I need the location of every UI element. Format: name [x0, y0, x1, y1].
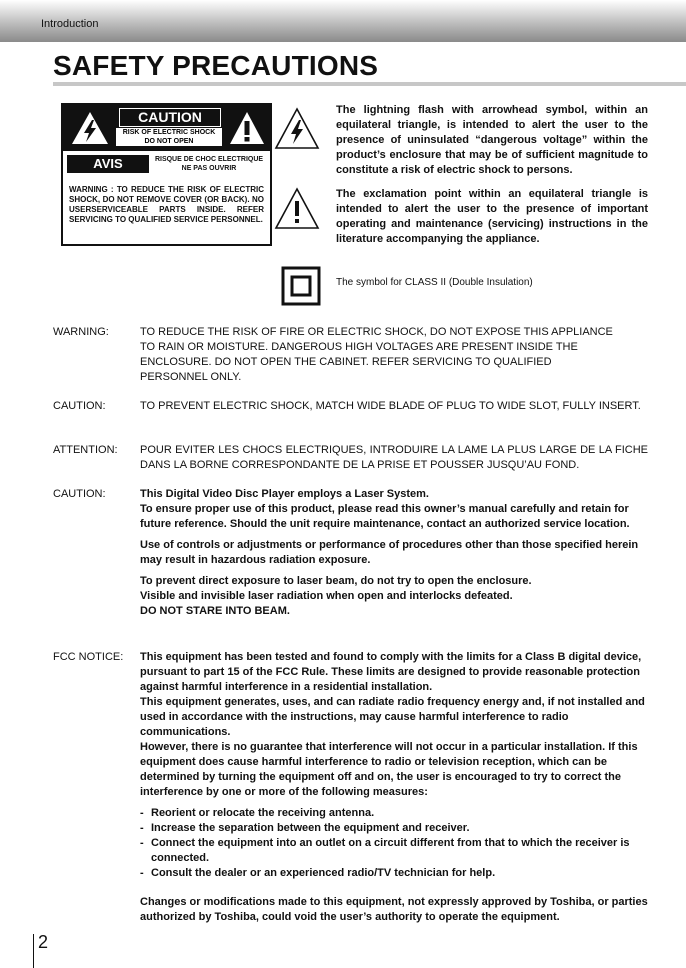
caution-plug-text: TO PREVENT ELECTRIC SHOCK, MATCH WIDE BLADE OF PLUG TO WIDE SLOT, FULLY INSERT.	[140, 400, 641, 412]
attention-label: ATTENTION:	[53, 444, 118, 456]
laser-intro: This Digital Video Disc Player employs a Laser System.	[140, 488, 429, 500]
warning-label: WARNING:	[53, 326, 109, 338]
lightning-symbol-text: The lightning flash with arrowhead symbol, within an equilateral triangle, is intended to alert the user to the presence of uninsulated “dangerous voltage” within the product’s enclosure that may be of sufficient magnitude to constitute a risk of electric shock to persons.	[336, 104, 648, 176]
exclamation-symbol-text: The exclamation point within an equilateral triangle is intended to alert the user to the presence of important operating and maintenance (servicing) instructions in the literature accompanying the appliance.	[336, 188, 648, 245]
list-item: - Connect the equipment into an outlet on a circuit different from that to which the receiver is connected.	[140, 836, 650, 866]
caution-laser-text	[140, 487, 645, 619]
class-ii-icon	[281, 266, 321, 306]
exclamation-triangle-icon	[228, 110, 266, 146]
attention-text: POUR EVITER LES CHOCS ELECTRIQUES, INTRODUIRE LA LAME LA PLUS LARGE DE LA FICHE DANS LA BORNE CORRESPONDANTE DE LA PRISE ET POUSSER JUSQU’AU FOND.	[140, 444, 648, 471]
avis-text: RISQUE DE CHOC ELECTRIQUE NE PAS OUVRIR	[154, 156, 264, 172]
laser-exposure-note: To prevent direct exposure to laser beam, do not try to open the enclosure.	[140, 575, 532, 587]
caution-label-header	[63, 105, 270, 151]
section-label: Introduction	[41, 18, 99, 30]
class-ii-text: The symbol for CLASS II (Double Insulation)	[336, 277, 533, 288]
fcc-label: FCC NOTICE:	[53, 651, 124, 663]
fcc-radiation: This equipment generates, uses, and can radiate radio frequency energy and, if not installed and used in accordance with the instructions, may cause harmful interference to radio communications.	[140, 696, 645, 738]
lightning-triangle-icon	[70, 110, 110, 146]
fcc-modifications: Changes or modifications made to this equipment, not expressly approved by Toshiba, or parties authorized by Toshiba, could void the user’s authority to operate the equipment.	[140, 896, 648, 923]
list-item: - Increase the separation between the equipment and receiver.	[140, 821, 650, 836]
header-bar	[0, 0, 686, 42]
laser-controls-note: Use of controls or adjustments or performance of procedures other than those specified herein may result in hazardous radiation exposure.	[140, 539, 639, 566]
risk-text: RISK OF ELECTRIC SHOCK DO NOT OPEN	[116, 128, 222, 146]
laser-stare-note: DO NOT STARE INTO BEAM.	[140, 605, 290, 617]
label-warning-text: WARNING : TO REDUCE THE RISK OF ELECTRIC SHOCK, DO NOT REMOVE COVER (OR BACK). NO USERSERVICEABLE PARTS INSIDE. REFER SERVICING TO QUALIFIED SERVICE PERSONNEL.	[69, 185, 264, 224]
page-number: 2	[38, 932, 49, 952]
avis-row	[63, 153, 270, 175]
laser-radiation-note: Visible and invisible laser radiation when open and interlocks defeated.	[140, 590, 513, 602]
title-rule	[53, 82, 686, 86]
caution-word: CAUTION	[119, 108, 221, 127]
fcc-measures-list	[140, 806, 650, 881]
caution-label-2: CAUTION:	[53, 488, 106, 500]
lightning-triangle-icon	[274, 106, 320, 150]
fcc-no-guarantee: However, there is no guarantee that interference will not occur in a particular installation. If this equipment does cause harmful interference to radio or television reception, which can be determined by turning the equipment off and on, the user is encouraged to try to correct the interference by one or more of the following measures:	[140, 741, 638, 798]
fcc-compliance: This equipment has been tested and found to comply with the limits for a Class B digital device, pursuant to part 15 of the FCC Rule. These limits are designed to provide reasonable protection against harmful interference in a residential installation.	[140, 651, 642, 693]
warning-text: TO REDUCE THE RISK OF FIRE OR ELECTRIC SHOCK, DO NOT EXPOSE THIS APPLIANCE TO RAIN OR MOISTURE. DANGEROUS HIGH VOLTAGES ARE PRESENT INSIDE THE ENCLOSURE. DO NOT OPEN THE CABINET. REFER SERVICING TO QUALIFIED PERSONNEL ONLY.	[140, 326, 613, 383]
list-item: - Reorient or relocate the receiving antenna.	[140, 806, 650, 821]
fcc-text	[140, 650, 650, 925]
laser-manual-note: To ensure proper use of this product, please read this owner’s manual carefully and retain for future reference. Should the unit require maintenance, contact an authorized service location.	[140, 503, 630, 530]
page-title: SAFETY PRECAUTIONS	[53, 50, 379, 81]
caution-label-1: CAUTION:	[53, 400, 106, 412]
page-number-bar	[33, 934, 34, 968]
caution-label	[61, 103, 272, 246]
avis-word: AVIS	[67, 155, 149, 173]
exclamation-triangle-icon	[274, 186, 320, 230]
list-item: - Consult the dealer or an experienced radio/TV technician for help.	[140, 866, 650, 881]
